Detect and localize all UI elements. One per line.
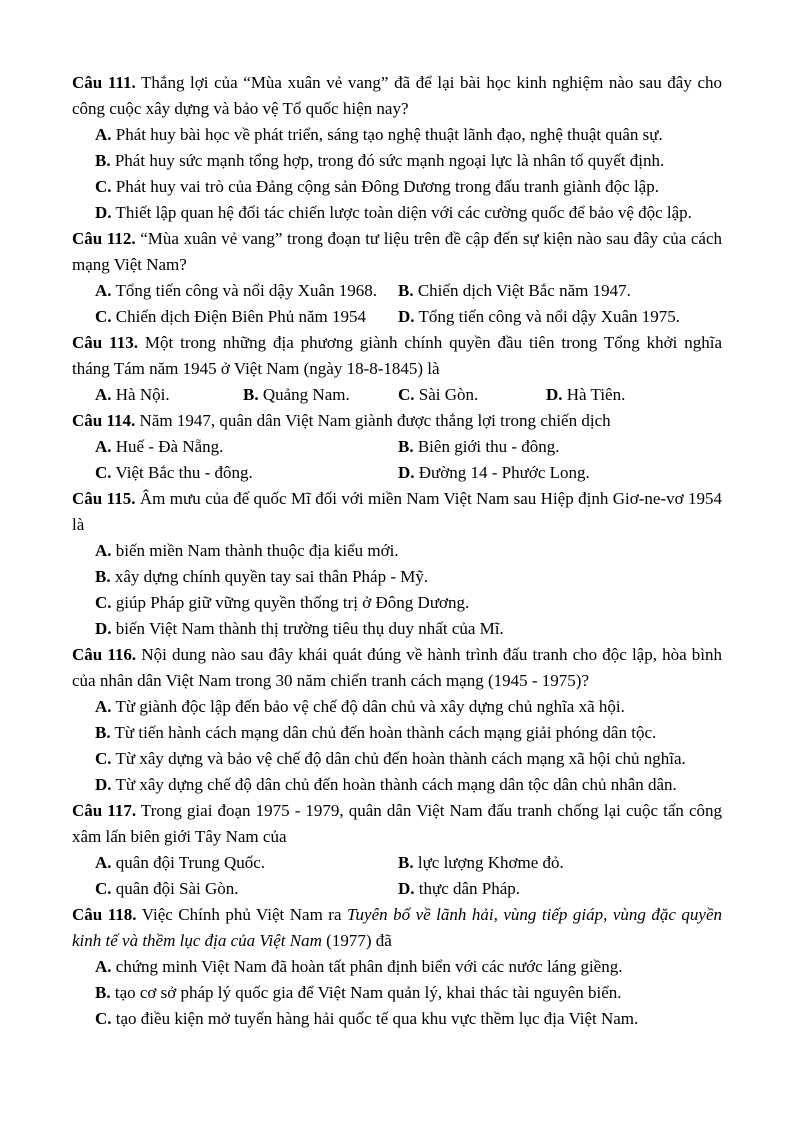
option-label: C. (95, 749, 112, 768)
option (95, 697, 625, 716)
option (398, 460, 722, 486)
option-text: Tổng tiến công và nổi dậy Xuân 1968. (115, 281, 378, 300)
option-text: Từ giành độc lập đến bảo vệ chế độ dân chủ và xây dựng chủ nghĩa xã hội. (115, 697, 625, 716)
options-row (72, 200, 722, 226)
question-segment: Thắng lợi của “Mùa xuân vẻ vang” đã để lại bài học kinh nghiệm nào sau đây cho công cuộc xây dựng và bảo vệ Tổ quốc hiện nay? (72, 73, 722, 118)
option-label: D. (546, 385, 563, 404)
option (95, 723, 656, 742)
option (95, 460, 398, 486)
question-number: Câu 113. (72, 333, 138, 352)
question-text (72, 642, 722, 694)
option (95, 125, 663, 144)
options-row (72, 122, 722, 148)
question-block (72, 70, 722, 226)
option-text: Chiến dịch Việt Bắc năm 1947. (417, 281, 631, 300)
option-label: A. (95, 957, 112, 976)
option-label: A. (95, 541, 112, 560)
option-label: C. (95, 307, 112, 326)
option-text: Phát huy sức mạnh tổng hợp, trong đó sức mạnh ngoại lực là nhân tố quyết định. (114, 151, 665, 170)
options-row (72, 538, 722, 564)
option (95, 304, 398, 330)
options-row (72, 278, 722, 304)
question-segment: (1977) đã (321, 931, 392, 950)
option-label: D. (95, 775, 112, 794)
option (95, 775, 677, 794)
question-segment: Năm 1947, quân dân Việt Nam giành được thắng lợi trong chiến dịch (139, 411, 611, 430)
option-text: Quảng Nam. (262, 385, 350, 404)
option-text: Phát huy bài học về phát triển, sáng tạo nghệ thuật lãnh đạo, nghệ thuật quân sự. (115, 125, 663, 144)
question-text (72, 902, 722, 954)
option-label: D. (398, 879, 415, 898)
options-row (72, 616, 722, 642)
question-segment: Tuyên bố về lãnh hải, vùng tiếp giáp, vùng đặc quyền kinh tế và thềm lục địa của Việt Nam (72, 905, 723, 950)
option-label: B. (95, 567, 111, 586)
options-row (72, 850, 722, 876)
option (95, 749, 686, 768)
option-label: D. (95, 619, 112, 638)
option (95, 1009, 638, 1028)
options-row (72, 1006, 722, 1032)
options-row (72, 590, 722, 616)
option-text: thực dân Pháp. (418, 879, 521, 898)
options-row (72, 694, 722, 720)
question-text (72, 408, 722, 434)
options-row (72, 720, 722, 746)
option-label: A. (95, 125, 112, 144)
question-segment: Nội dung nào sau đây khái quát đúng về hành trình đấu tranh cho độc lập, hòa bình của nhân dân Việt Nam trong 30 năm chiến tranh cách mạng (1945 - 1975)? (72, 645, 723, 690)
option-label: B. (398, 853, 414, 872)
option-text: Huế - Đà Nẵng. (115, 437, 224, 456)
options-row (72, 954, 722, 980)
question-text (72, 330, 722, 382)
question-block (72, 902, 722, 1032)
question-text (72, 70, 722, 122)
options-row (72, 460, 722, 486)
question-segment: Một trong những địa phương giành chính quyền đầu tiên trong Tổng khởi nghĩa tháng Tám năm 1945 ở Việt Nam (ngày 18-8-1845) là (72, 333, 723, 378)
option-text: Từ xây dựng và bảo vệ chế độ dân chủ đến hoàn thành cách mạng xã hội chủ nghĩa. (115, 749, 686, 768)
option-text: quân đội Sài Gòn. (115, 879, 239, 898)
option-text: biến Việt Nam thành thị trường tiêu thụ duy nhất của Mĩ. (115, 619, 504, 638)
option-label: B. (95, 151, 111, 170)
option-text: xây dựng chính quyền tay sai thân Pháp - Mỹ. (114, 567, 429, 586)
option-label: D. (95, 203, 112, 222)
question-block (72, 642, 722, 798)
option-text: tạo cơ sở pháp lý quốc gia để Việt Nam quản lý, khai thác tài nguyên biển. (114, 983, 622, 1002)
option-text: Sài Gòn. (418, 385, 479, 404)
option-label: A. (95, 853, 112, 872)
option-label: B. (398, 437, 414, 456)
option-text: chứng minh Việt Nam đã hoàn tất phân định biển với các nước láng giềng. (115, 957, 623, 976)
option-label: B. (398, 281, 414, 300)
question-text (72, 798, 722, 850)
option-text: Tổng tiến công và nổi dậy Xuân 1975. (418, 307, 681, 326)
option (546, 382, 722, 408)
question-number: Câu 111. (72, 73, 136, 92)
option-text: quân đội Trung Quốc. (115, 853, 266, 872)
option-label: D. (398, 307, 415, 326)
question-number: Câu 117. (72, 801, 137, 820)
option-text: Hà Tiên. (566, 385, 626, 404)
option (95, 151, 664, 170)
option-text: Từ xây dựng chế độ dân chủ đến hoàn thành cách mạng dân tộc dân chủ nhân dân. (115, 775, 677, 794)
question-number: Câu 116. (72, 645, 137, 664)
option (398, 876, 722, 902)
option-label: A. (95, 385, 112, 404)
question-block (72, 798, 722, 902)
options-row (72, 746, 722, 772)
option-text: Từ tiến hành cách mạng dân chủ đến hoàn thành cách mạng giải phóng dân tộc. (114, 723, 657, 742)
option (95, 983, 622, 1002)
option (95, 203, 692, 222)
question-block (72, 408, 722, 486)
option-label: C. (95, 593, 112, 612)
option-text: Chiến dịch Điện Biên Phủ năm 1954 (115, 307, 367, 326)
option (398, 382, 546, 408)
option-label: C. (95, 177, 112, 196)
option (243, 382, 398, 408)
option (95, 382, 243, 408)
option-text: giúp Pháp giữ vững quyền thống trị ở Đông Dương. (115, 593, 470, 612)
option (398, 278, 722, 304)
option-text: lực lượng Khơme đỏ. (417, 853, 564, 872)
question-block (72, 330, 722, 408)
options-row (72, 148, 722, 174)
option-label: C. (398, 385, 415, 404)
option-text: Thiết lập quan hệ đối tác chiến lược toàn diện với các cường quốc để bảo vệ độc lập. (115, 203, 692, 222)
option-label: B. (95, 723, 111, 742)
option-text: tạo điều kiện mở tuyến hàng hải quốc tế qua khu vực thềm lục địa Việt Nam. (115, 1009, 639, 1028)
question-segment: “Mùa xuân vẻ vang” trong đoạn tư liệu trên đề cập đến sự kiện nào sau đây của cách mạng Việt Nam? (72, 229, 723, 274)
options-row (72, 772, 722, 798)
option-label: C. (95, 1009, 112, 1028)
option (95, 850, 398, 876)
question-segment: Âm mưu của đế quốc Mĩ đối với miền Nam Việt Nam sau Hiệp định Giơ-ne-vơ 1954 là (72, 489, 722, 534)
question-segment: Việc Chính phủ Việt Nam ra (141, 905, 348, 924)
option (95, 567, 428, 586)
options-row (72, 564, 722, 590)
option-text: Đường 14 - Phước Long. (418, 463, 590, 482)
option-text: Việt Bắc thu - đông. (115, 463, 253, 482)
option-label: B. (95, 983, 111, 1002)
options-row (72, 382, 722, 408)
options-row (72, 174, 722, 200)
option-label: C. (95, 879, 112, 898)
option (95, 541, 399, 560)
option (95, 619, 504, 638)
option-label: D. (398, 463, 415, 482)
option-text: Hà Nội. (115, 385, 170, 404)
options-row (72, 434, 722, 460)
option-label: C. (95, 463, 112, 482)
option-text: biến miền Nam thành thuộc địa kiểu mới. (115, 541, 399, 560)
options-row (72, 876, 722, 902)
question-block (72, 226, 722, 330)
question-number: Câu 114. (72, 411, 136, 430)
question-text (72, 486, 722, 538)
question-block (72, 486, 722, 642)
option (95, 876, 398, 902)
option-text: Biên giới thu - đông. (417, 437, 560, 456)
question-segment: Trong giai đoạn 1975 - 1979, quân dân Việt Nam đấu tranh chống lại cuộc tấn công xâm lấn biên giới Tây Nam của (72, 801, 723, 846)
option-label: A. (95, 437, 112, 456)
option (95, 177, 659, 196)
question-text (72, 226, 722, 278)
option-label: B. (243, 385, 259, 404)
question-number: Câu 115. (72, 489, 136, 508)
option (95, 957, 622, 976)
option (95, 278, 398, 304)
option-text: Phát huy vai trò của Đảng cộng sản Đông Dương trong đấu tranh giành độc lập. (115, 177, 659, 196)
options-row (72, 980, 722, 1006)
content (72, 70, 722, 1032)
option (95, 434, 398, 460)
option (398, 850, 722, 876)
option (398, 304, 722, 330)
option (95, 593, 469, 612)
option-label: A. (95, 281, 112, 300)
question-number: Câu 112. (72, 229, 136, 248)
option (398, 434, 722, 460)
options-row (72, 304, 722, 330)
option-label: A. (95, 697, 112, 716)
question-number: Câu 118. (72, 905, 137, 924)
